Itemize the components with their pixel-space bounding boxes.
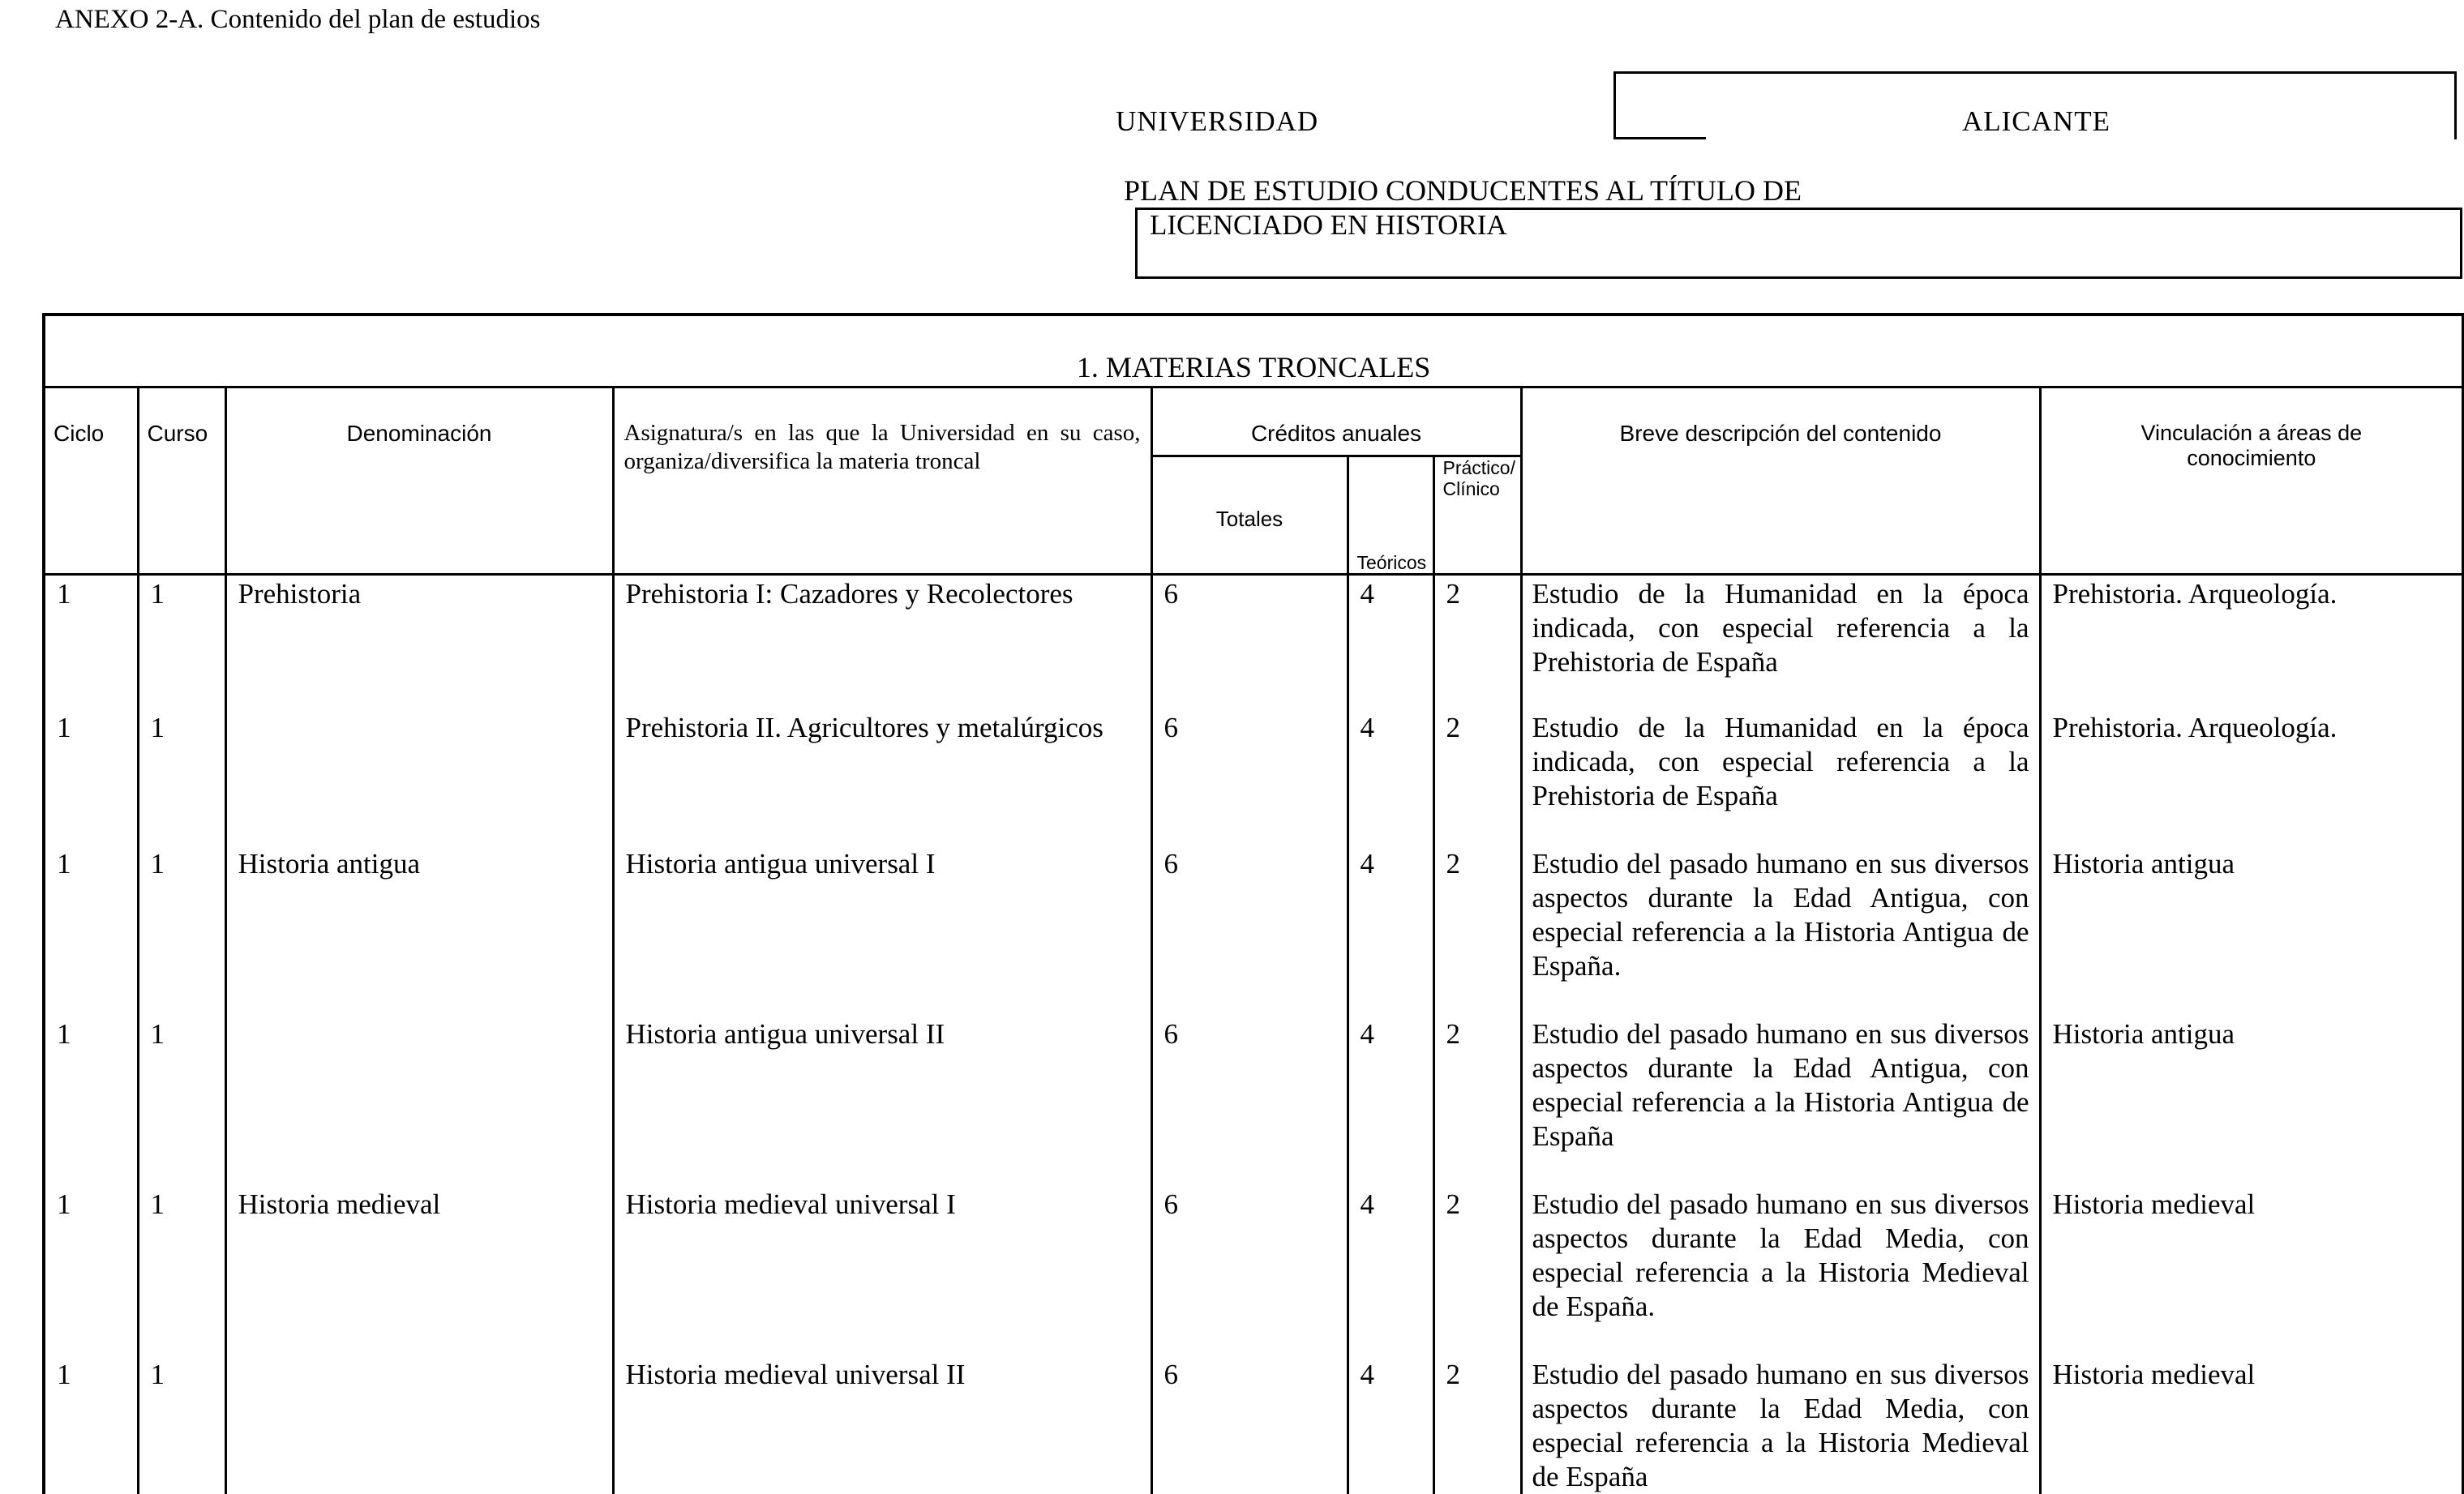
cell-ciclo: 1 xyxy=(57,1188,71,1220)
cell-asignatura: Historia medieval universal II xyxy=(613,1358,1151,1494)
cell-teoricos: 4 xyxy=(1348,1358,1433,1494)
section-title: 1. MATERIAS TRONCALES xyxy=(44,315,2463,387)
header-denominacion: Denominación xyxy=(225,387,613,575)
cell-curso: 1 xyxy=(138,1188,225,1358)
university-label: UNIVERSIDAD xyxy=(1116,105,1319,137)
cell-totales: 6 xyxy=(1151,847,1348,1017)
cell-denominacion: Prehistoria xyxy=(225,575,613,711)
cell-curso: 1 xyxy=(138,847,225,1017)
subjects-table xyxy=(42,313,2464,1494)
header-teoricos: Teóricos xyxy=(1348,456,1433,575)
cell-descripcion: Estudio del pasado humano en sus diversos aspectos durante la Edad Media, con especial referencia a la Historia Medieval de España. xyxy=(1521,1188,2040,1358)
cell-descripcion: Estudio del pasado humano en sus diversos aspectos durante la Edad Media, con especial referencia a la Historia Medieval de España xyxy=(1521,1358,2040,1494)
cell-ciclo: 1 xyxy=(57,847,71,880)
table-row xyxy=(44,575,2463,711)
cell-practicos: 2 xyxy=(1433,1188,1521,1358)
cell-curso: 1 xyxy=(138,711,225,847)
table-row xyxy=(44,847,2463,1017)
header-ciclo: Ciclo xyxy=(44,387,138,575)
cell-curso: 1 xyxy=(138,1358,225,1494)
cell-practicos: 2 xyxy=(1433,1358,1521,1494)
cell-teoricos: 4 xyxy=(1348,847,1433,1017)
header-creditos: Créditos anuales xyxy=(1151,387,1521,456)
university-value: ALICANTE xyxy=(1962,105,2110,137)
cell-teoricos: 4 xyxy=(1348,711,1433,847)
cell-vinculacion: Historia medieval xyxy=(2040,1358,2463,1494)
cell-practicos: 2 xyxy=(1433,847,1521,1017)
table-row xyxy=(44,1358,2463,1494)
degree-value: LICENCIADO EN HISTORIA xyxy=(1150,209,1507,241)
cell-denominacion xyxy=(225,1017,613,1188)
header-vinculacion: Vinculación a áreas de conocimiento xyxy=(2040,387,2463,575)
cell-totales: 6 xyxy=(1151,1188,1348,1358)
cell-teoricos: 4 xyxy=(1348,1017,1433,1188)
annex-title: ANEXO 2-A. Contenido del plan de estudios xyxy=(55,5,541,34)
cell-curso: 1 xyxy=(138,575,225,711)
cell-ciclo: 1 xyxy=(57,711,71,743)
cell-totales: 6 xyxy=(1151,575,1348,711)
cell-ciclo: 1 xyxy=(57,1358,71,1390)
table-row xyxy=(44,1017,2463,1188)
cell-denominacion xyxy=(225,711,613,847)
cell-asignatura: Prehistoria II. Agricultores y metalúrgicos xyxy=(613,711,1151,847)
table-row xyxy=(44,1188,2463,1358)
cell-descripcion: Estudio de la Humanidad en la época indicada, con especial referencia a la Prehistoria de España xyxy=(1521,711,2040,847)
table-row xyxy=(44,711,2463,847)
header-totales: Totales xyxy=(1151,456,1348,575)
cell-asignatura: Historia antigua universal II xyxy=(613,1017,1151,1188)
cell-ciclo: 1 xyxy=(57,1017,71,1050)
cell-vinculacion: Historia medieval xyxy=(2040,1188,2463,1358)
cell-denominacion: Historia medieval xyxy=(225,1188,613,1358)
header-descripcion: Breve descripción del contenido xyxy=(1521,387,2040,575)
cell-curso: 1 xyxy=(138,1017,225,1188)
plan-label: PLAN DE ESTUDIO CONDUCENTES AL TÍTULO DE xyxy=(1124,174,1802,207)
header-asignatura: Asignatura/s en las que la Universidad en su caso, organiza/diversifica la materia troncal xyxy=(613,387,1151,575)
cell-descripcion: Estudio de la Humanidad en la época indicada, con especial referencia a la Prehistoria de España xyxy=(1521,575,2040,711)
cell-teoricos: 4 xyxy=(1348,575,1433,711)
cell-descripcion: Estudio del pasado humano en sus diversos aspectos durante la Edad Antigua, con especial referencia a la Historia Antigua de España. xyxy=(1521,847,2040,1017)
cell-practicos: 2 xyxy=(1433,711,1521,847)
cell-vinculacion: Prehistoria. Arqueología. xyxy=(2040,711,2463,847)
cell-totales: 6 xyxy=(1151,1358,1348,1494)
header-curso: Curso xyxy=(138,387,225,575)
cell-vinculacion: Prehistoria. Arqueología. xyxy=(2040,575,2463,711)
header-practicos: Práctico/Clínico xyxy=(1433,456,1521,575)
cell-vinculacion: Historia antigua xyxy=(2040,847,2463,1017)
cell-totales: 6 xyxy=(1151,711,1348,847)
cell-descripcion: Estudio del pasado humano en sus diversos aspectos durante la Edad Antigua, con especial referencia a la Historia Antigua de España xyxy=(1521,1017,2040,1188)
cell-denominacion xyxy=(225,1358,613,1494)
cell-asignatura: Historia medieval universal I xyxy=(613,1188,1151,1358)
cell-teoricos: 4 xyxy=(1348,1188,1433,1358)
cell-asignatura: Prehistoria I: Cazadores y Recolectores xyxy=(613,575,1151,711)
cell-asignatura: Historia antigua universal I xyxy=(613,847,1151,1017)
cell-ciclo: 1 xyxy=(57,578,71,610)
cell-practicos: 2 xyxy=(1433,575,1521,711)
cell-totales: 6 xyxy=(1151,1017,1348,1188)
cell-vinculacion: Historia antigua xyxy=(2040,1017,2463,1188)
cell-practicos: 2 xyxy=(1433,1017,1521,1188)
cell-denominacion: Historia antigua xyxy=(225,847,613,1017)
